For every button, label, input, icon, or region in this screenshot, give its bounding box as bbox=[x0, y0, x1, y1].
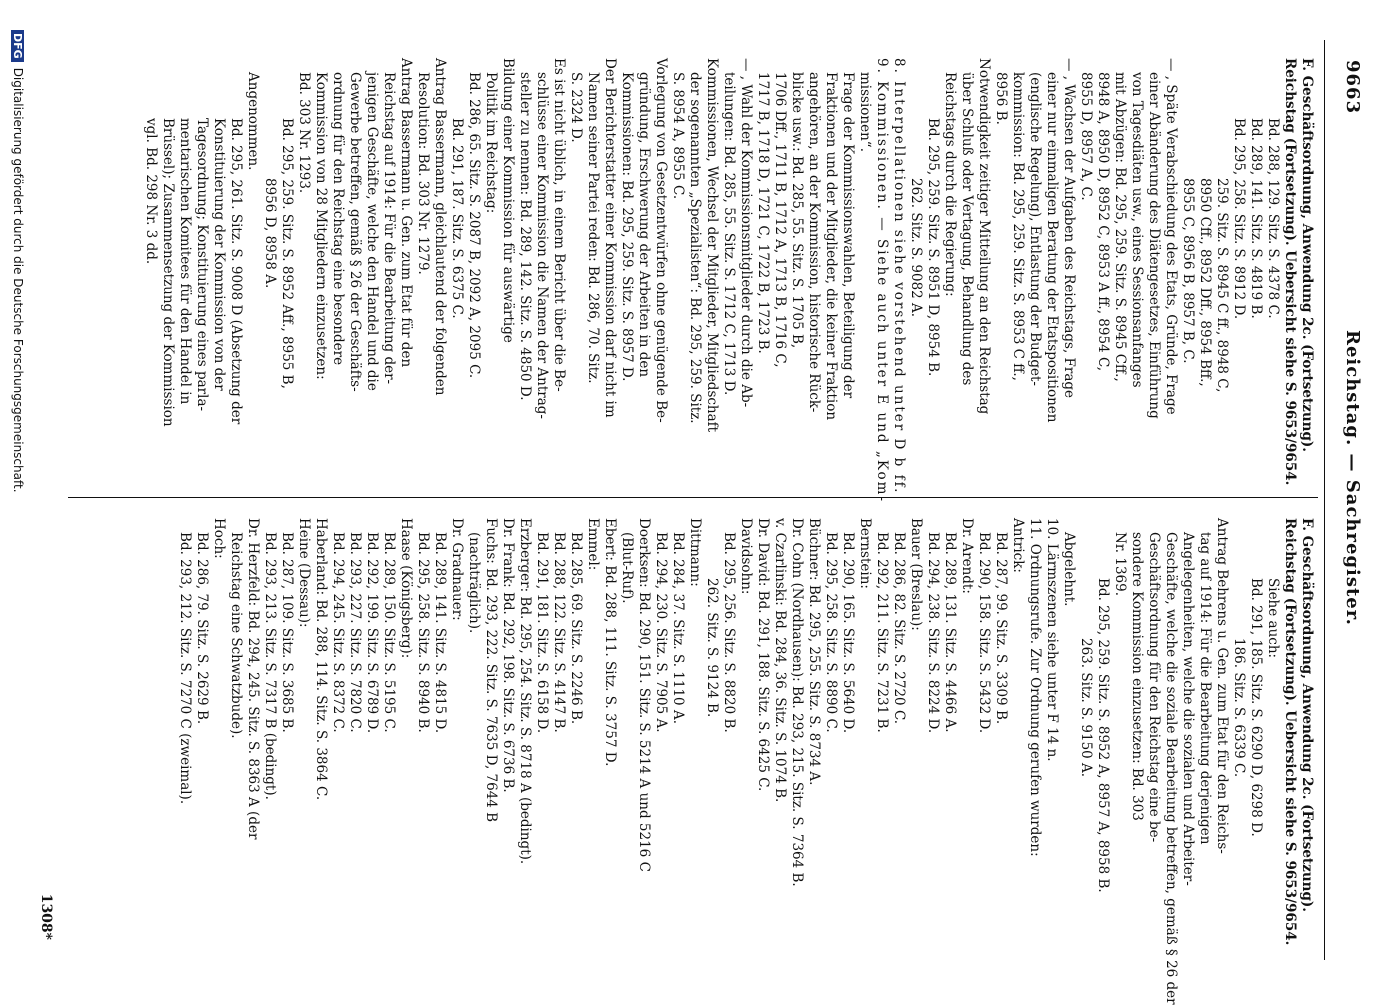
text-line: Geschäfte, welche die soziale Bearbeitung betreffen, gemäß § 26 der bbox=[1163, 532, 1179, 1005]
text-line: Fuchs: Bd. 293, 222. Sitz. S. 7635 D, 7644 B bbox=[483, 518, 499, 823]
text-line: angehören, an der Kommission, historische Rück- bbox=[806, 72, 822, 413]
text-line: mit Abzügen: Bd. 295, 259. Sitz. S. 8945 Cff., bbox=[1112, 72, 1128, 382]
text-line: Konstituierung der Kommission von der bbox=[211, 118, 227, 391]
text-line: Bd. 287, 99. Sitz. S. 3309 B. bbox=[993, 532, 1009, 725]
text-line: 262. Sitz. S. 9082 A. bbox=[908, 178, 924, 318]
text-line: Politik im Reichstag: bbox=[483, 72, 499, 214]
text-line: Bd. 290, 158. Sitz. S. 5432 D. bbox=[976, 532, 992, 734]
text-line: Antrag Bassermann u. Gen. zum Etat für den bbox=[398, 58, 414, 368]
text-line: Bd. 286, 65. Sitz. S. 2087 B, 2092 A, 2095 C. bbox=[466, 72, 482, 379]
text-line: Bildung einer Kommission für auswärtige bbox=[500, 58, 516, 343]
text-line: 8. Interpellationen siehe vorstehend unter D b ff. bbox=[891, 58, 907, 495]
text-line: 9. Kommissionen. — Siehe auch unter E und „Kom- bbox=[874, 58, 890, 504]
text-line: Bd. 289, 131. Sitz. S. 4466 A. bbox=[942, 532, 958, 733]
text-line: blicke usw.: Bd. 285, 55. Sitz. S. 1705 B, bbox=[789, 72, 805, 349]
text-line: S. 8954 A, 8955 C. bbox=[670, 72, 686, 200]
text-line: 8956 B. bbox=[993, 72, 1009, 125]
text-line: sondere Kommission einzusetzen: Bd. 303 bbox=[1129, 532, 1145, 821]
text-line: Emmel: bbox=[585, 518, 601, 571]
dfg-logo: DFG bbox=[11, 30, 24, 62]
text-line: einer Abänderung des Diätengesetzes, Einführung bbox=[1146, 72, 1162, 419]
text-line: Kommission von 28 Mitgliedern einzusetzen: bbox=[313, 72, 329, 380]
text-line: F. Geschäftsordnung, Anwendung 2c. (Fortsetzung). bbox=[1299, 58, 1315, 452]
text-line: Haase (Königsberg): bbox=[398, 518, 414, 659]
text-line: Reichstag auf 1914: Für die Bearbeitung der- bbox=[381, 72, 397, 385]
funding-note bbox=[11, 30, 25, 493]
text-line: 1706 Dff., 1711 B, 1712 A, 1713 B, 1716 C, bbox=[772, 72, 788, 368]
text-line: Es ist nicht üblich, in einem Bericht über die Be- bbox=[551, 58, 567, 392]
text-line: Siehe auch: bbox=[1265, 578, 1281, 659]
text-line: Bd. 288, 129. Sitz. S. 4378 C. bbox=[1265, 118, 1281, 319]
text-line: Tagesordnung; Konstituierung eines parla- bbox=[194, 118, 210, 412]
text-line: 263. Sitz. S. 9150 A. bbox=[1078, 638, 1094, 778]
text-line: Vorlegung von Gesetzentwürfen ohne genügende Be- bbox=[653, 58, 669, 423]
text-line: einer nur einmaligen Beratung der Etatspositionen bbox=[1044, 72, 1060, 423]
text-line: Bd. 295, 259. Sitz. S. 8951 D, 8954 B. bbox=[925, 118, 941, 377]
text-line: Reichstag (Fortsetzung). Uebersicht siehe S. 9653/9654. bbox=[1282, 518, 1298, 946]
text-line: — , Späte Verabschiedung des Etats, Gründe, Frage bbox=[1163, 58, 1179, 415]
text-line: Bd. 294, 245. Sitz. S. 8372 C. bbox=[330, 532, 346, 733]
text-line: der sogenannten „Spezialisten“: Bd. 295, 259. Sitz. bbox=[687, 72, 703, 424]
text-line: — , Wachsen der Aufgaben des Reichstags, Frage bbox=[1061, 58, 1077, 399]
text-line: Dr. Cohn (Nordhausen): Bd. 293, 215. Sitz. S. 7364 B. bbox=[789, 518, 805, 887]
text-line: Notwendigkeit zeitiger Mitteilung an den Reichstag bbox=[976, 58, 992, 415]
text-line: von Tagesdiäten usw., eines Sessionsanfanges bbox=[1129, 72, 1145, 388]
text-line: Dr. Frank: Bd. 292, 198. Sitz. S. 6736 B. bbox=[500, 518, 516, 793]
text-line: Gewerbe betreffen, gemäß § 26 der Geschäfts- bbox=[347, 72, 363, 392]
text-line: Bd. 303 Nr. 1293. bbox=[296, 72, 312, 194]
text-line: Bd. 292, 211. Sitz. S. 7231 B. bbox=[874, 532, 890, 733]
text-line: Abgelehnt. bbox=[1061, 532, 1077, 607]
text-line: Bd. 291, 181. Sitz. S. 6158 D. bbox=[534, 532, 550, 734]
text-line: Bd. 294, 230. Sitz. S. 7905 A. bbox=[653, 532, 669, 733]
text-line: — , Wahl der Kommissionsmitglieder durch die Ab- bbox=[738, 58, 754, 408]
text-line: Dr. Arendt: bbox=[959, 518, 975, 594]
text-line: Doerksen: Bd. 290, 151. Sitz. S. 5214 A und 5216 C bbox=[636, 518, 652, 872]
text-line: Bd. 295, 258. Sitz. S. 8890 C. bbox=[823, 532, 839, 733]
text-line: 8956 D, 8958 A. bbox=[262, 178, 278, 289]
text-line: Bd. 286, 82. Sitz. S. 2720 C. bbox=[891, 532, 907, 725]
text-line: ordnung für den Reichstag eine besondere bbox=[330, 72, 346, 366]
text-line: Reichstag (Fortsetzung). Uebersicht siehe S. 9653/9654. bbox=[1282, 58, 1298, 486]
text-line: Resolution: Bd. 303 Nr. 1279. bbox=[415, 72, 431, 275]
text-line: Davidsohn: bbox=[738, 518, 754, 595]
text-line: Bd. 286, 79. Sitz. S. 2629 B. bbox=[194, 532, 210, 725]
text-line: 8955 D, 8957 A, C. bbox=[1078, 72, 1094, 201]
text-line: Büchner: Bd. 295, 255. Sitz. S. 8734 A. bbox=[806, 518, 822, 786]
text-line: schlüsse einer Kommission die Namen der Antrag- bbox=[534, 72, 550, 419]
text-line: Antrag Bassermann, gleichlautend der folgenden bbox=[432, 58, 448, 396]
text-line: (nachträglich). bbox=[466, 532, 482, 634]
text-line: Frage der Kommissionswahlen, Beteiligung der bbox=[840, 72, 856, 399]
text-line: jenigen Geschäfte, welche den Handel und die bbox=[364, 72, 380, 391]
text-line: Dr. Gradnauer: bbox=[449, 518, 465, 621]
text-line: 262. Sitz. S. 9124 B. bbox=[704, 578, 720, 718]
text-line: Bd. 289, 150. Sitz. S. 5195 C. bbox=[381, 532, 397, 733]
running-title: Reichstag. — Sachregister. bbox=[1342, 330, 1363, 626]
left-column bbox=[142, 58, 1315, 504]
text-line: Dr. Herzfeld: Bd. 294, 245. Sitz. S. 8363 A (der bbox=[245, 518, 261, 840]
text-line: Angenommen. bbox=[245, 72, 261, 171]
text-line: Namen seiner Partei reden: Bd. 286, 70. Sitz. bbox=[585, 72, 601, 384]
text-line: tag auf 1914: Für die Bearbeitung derjenigen bbox=[1197, 532, 1213, 845]
text-line: (englische Regelung), Entlastung der Budget- bbox=[1027, 72, 1043, 386]
text-line: Dittmann: bbox=[687, 518, 703, 587]
column-divider bbox=[68, 497, 1318, 498]
text-line: Antrag Behrens u. Gen. zum Etat für den Reichs- bbox=[1214, 518, 1230, 854]
text-line: vgl. Bd. 298 Nr. 3 dd. bbox=[143, 118, 159, 265]
text-line: Antrick: bbox=[1010, 518, 1026, 573]
text-line: (Blut-Ruf). bbox=[619, 532, 635, 604]
text-line: Dr. David: Bd. 291, 188. Sitz. S. 6425 C. bbox=[755, 518, 771, 792]
text-line: Angelegenheiten, welche die sozialen und Arbeiter- bbox=[1180, 532, 1196, 886]
text-line: Hoch: bbox=[211, 518, 227, 559]
text-line: 8950 Cff., 8952 Dff., 8954 Bff., bbox=[1197, 178, 1213, 387]
text-line: steller zu nennen: Bd. 289, 142. Sitz. S. 4850 D. bbox=[517, 72, 533, 401]
right-column bbox=[176, 518, 1315, 1005]
text-line: teilungen: Bd. 285, 55. Sitz. S. 1712 C, 1713 D. bbox=[721, 72, 737, 396]
text-line: 8948 A, 8950 D, 8952 C, 8953 A ff., 8954 C, bbox=[1095, 72, 1111, 372]
signature-mark: 1308* bbox=[38, 893, 54, 940]
text-line: Bd. 293, 227. Sitz. S. 7820 C. bbox=[347, 532, 363, 733]
text-line: mentarischen Komitees für den Handel in bbox=[177, 118, 193, 405]
text-line: Bd. 295, 261. Sitz. S. 9008 D (Absetzung der bbox=[228, 118, 244, 425]
text-line: kommission: Bd. 295, 259. Sitz. S. 8953 C ff., bbox=[1010, 72, 1026, 381]
text-line: Bd. 292, 199. Sitz. S. 6789 D. bbox=[364, 532, 380, 734]
text-line: Bd. 285, 69. Sitz. S. 2246 B. bbox=[568, 532, 584, 725]
text-line: Bd. 293, 212. Sitz. S. 7270 C (zweimal). bbox=[177, 532, 193, 805]
text-line: missionen“. bbox=[857, 72, 873, 152]
text-line: Ebert: Bd. 288, 111. Sitz. S. 3757 D. bbox=[602, 518, 618, 767]
text-line: Brüssel); Zusammensetzung der Kommission bbox=[160, 118, 176, 427]
text-line: Der Berichterstatter einer Kommission darf nicht im bbox=[602, 58, 618, 418]
text-line: 259. Sitz. S. 8945 C ff., 8948 C, bbox=[1214, 178, 1230, 393]
text-line: F. Geschäftsordnung, Anwendung 2c. (Fortsetzung). bbox=[1299, 518, 1315, 912]
text-line: Reichstags durch die Regierung: bbox=[942, 72, 958, 297]
text-line: Bd. 291, 185. Sitz. S. 6290 D, 6298 D. bbox=[1248, 578, 1264, 837]
text-line: Bd. 293, 213. Sitz. S. 7317 B (bedingt). bbox=[262, 532, 278, 800]
text-line: Bd. 289, 141. Sitz. S. 4815 D. bbox=[432, 532, 448, 734]
text-line: Bd. 290, 165. Sitz. S. 5640 D. bbox=[840, 532, 856, 734]
text-line: Kommissionen, Wechsel der Mitglieder, Mitgliedschaft bbox=[704, 58, 720, 433]
text-line: Reichstag eine Schwatzbude). bbox=[228, 532, 244, 739]
text-line: Geschäftsordnung für den Reichstag eine be- bbox=[1146, 532, 1162, 843]
text-line: Kommissionen: Bd. 295, 259. Sitz. S. 8957 D. bbox=[619, 72, 635, 382]
text-line: Bauer (Breslau): bbox=[908, 518, 924, 631]
text-line: Heine (Dessau): bbox=[296, 518, 312, 628]
text-line: Bd. 295, 258. Sitz. S. 8940 B. bbox=[415, 532, 431, 733]
text-line: v. Czarlinski: Bd. 284, 36. Sitz. S. 1074 B. bbox=[772, 518, 788, 803]
text-line: Bd. 295, 258. Sitz. S. 8912 D. bbox=[1231, 118, 1247, 320]
text-line: 186. Sitz. S. 6339 C. bbox=[1231, 638, 1247, 778]
text-line: Erzberger: Bd. 295, 254. Sitz. S. 8718 A (bedingt). bbox=[517, 518, 533, 865]
text-line: Bd. 287, 109. Sitz. S. 3685 B. bbox=[279, 532, 295, 733]
text-line: Bd. 295, 256. Sitz. S. 8820 B. bbox=[721, 532, 737, 733]
text-line: Bd. 295, 259. Sitz. S. 8952 A, 8957 A, 8958 B. bbox=[1095, 578, 1111, 893]
header-rule bbox=[1324, 40, 1325, 960]
funding-text: Digitalisierung gefördert durch die Deutsche Forschungsgemeinschaft. bbox=[11, 67, 25, 493]
text-line: Bernstein: bbox=[857, 518, 873, 589]
text-line: S. 2324 D. bbox=[568, 72, 584, 143]
text-line: gründung, Erschwerung der Arbeiten in den bbox=[636, 72, 652, 378]
text-line: Haberland: Bd. 288, 114. Sitz. S. 3864 C. bbox=[313, 518, 329, 801]
text-line: 1717 B, 1718 D, 1721 C, 1722 B, 1723 B. bbox=[755, 72, 771, 354]
text-line: Bd. 294, 238. Sitz. S. 8224 D. bbox=[925, 532, 941, 734]
text-line: Bd. 284, 37. Sitz. S. 1110 A. bbox=[670, 532, 686, 724]
text-line: Fraktionen und der Mitglieder, die keiner Fraktion bbox=[823, 72, 839, 421]
page-number: 9663 bbox=[1342, 60, 1363, 115]
text-line: Bd. 295, 259. Sitz. S. 8952 Aff., 8955 B, bbox=[279, 118, 295, 389]
text-line: Nr. 1369. bbox=[1112, 532, 1128, 597]
text-line: 10. Lärmszenen siehe unter F 14 n. bbox=[1044, 518, 1060, 762]
text-line: Bd. 289, 141. Sitz. S. 4819 B. bbox=[1248, 118, 1264, 319]
text-line: über Schluß oder Vertagung, Behandlung des bbox=[959, 72, 975, 386]
text-line: 11. Ordnungsrufe. Zur Ordnung gerufen wurden: bbox=[1027, 518, 1043, 857]
text-line: 8955 C, 8956 B, 8957 B, C. bbox=[1180, 178, 1196, 364]
text-line: Bd. 288, 122. Sitz. S. 4147 B. bbox=[551, 532, 567, 733]
text-line: Bd. 291, 187. Sitz. S. 6375 C. bbox=[449, 118, 465, 319]
